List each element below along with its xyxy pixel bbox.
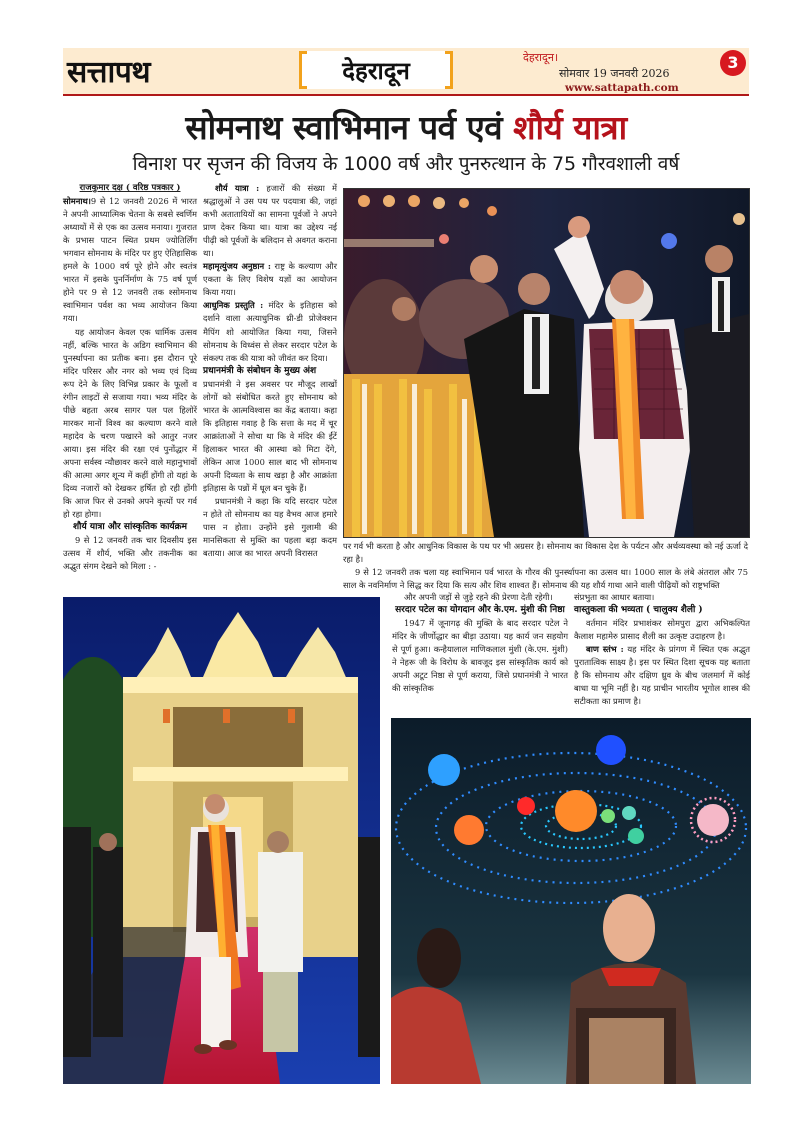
drone-show-image [391,718,751,1084]
paragraph: मंदिर के इतिहास को दर्शाने वाला अत्याधुनिक थ्री-डी प्रोजेक्शन मैपिंग शो आयोजित किया गया, जिसने सोमनाथ के विध्वंस से लेकर सरदार पटेल के संकल्प तक की यात्रा को जीवंत कर दिया। [203,300,338,363]
label: आधुनिक प्रस्तुति : [203,300,264,311]
masthead [63,48,749,96]
paragraph: हजारों की संख्या में श्रद्धालुओं ने उस पथ पर पदयात्रा की, जहां कभी अतातायियों का सामना पूर्वजों ने अपने प्राण देकर किया था। यात्रा का उद्देश्य नई पीढ़ी को पूर्वजों के बलिदान से अवगत कराना था। [203,183,338,259]
paragraph: 9 से 12 जनवरी तक चला यह स्वाभिमान पर्व भारत के गौरव की पुनर्स्थापना का उत्सव था। 1000 साल के लंबे अंतराल और 75 साल के नवनिर्माण ने सिद्ध कर दिया कि सत्य और शिव शाश्वत हैं। सोमनाथ की यह शौर्य गाथा आने वाली पीढ़ियों को राष्ट्रभक्ति [343,567,748,591]
temple-walk-image [63,597,380,1084]
paragraph: 1947 में जूनागढ़ की मुक्ति के बाद सरदार पटेल ने मंदिर के जीर्णोद्धार का बीड़ा उठाया। यह कार्य जन सहयोग से पूर्ण हुआ। कन्हैयालाल माणिकलाल मुंशी (के.एम. मुंशी) ने नेहरू जी के विरोध के बावजूद इस सांस्कृतिक कार्य को अपनी अटूट निष्ठा से पूर्ण कराया, जिसे प्रधानमंत्री ने भारत की सांस्कृतिक [392,618,568,694]
headline-part-2: शौर्य यात्रा [513,108,627,147]
section-heading: सरदार पटेल का योगदान और के.एम. मुंशी की निष्ठा [395,605,565,616]
paragraph: प्रधानमंत्री ने कहा कि यदि सरदार पटेल न होते तो सोमनाथ का यह वैभव आज हमारे पास न होता। उन्होंने इसे गुलामी की मानसिकता से मुक्ति का पहला बड़ा कदम बताया। आज का भारत अपनी विरासत [203,496,337,559]
edition-city: देहरादून [342,57,410,85]
dateline-city: देहरादून। [523,51,559,64]
paragraph: प्रधानमंत्री ने इस अवसर पर मौजूद लाखों लोगों को संबोधित करते हुए सोमनाथ को भारत के आत्मविश्वास का केंद्र बताया। कहा कि इतिहास गवाह है कि सत्ता के मद में चूर आक्रांताओं ने सोचा था कि वे मंदिर की ईंटें हिलाकर भारत की आस्था को मिटा देंगे, लेकिन आज 1000 साल बाद भी सोमनाथ अपनी दिव्यता के साथ खड़ा है और आक्रांता इतिहास के पन्नों में धूल बन चुके हैं। [203,378,337,494]
publication-date: सोमवार 19 जनवरी 2026 [559,67,670,80]
headline-part-1: सोमनाथ स्वाभिमान पर्व एवं [185,108,503,147]
article-column-3 [392,591,568,711]
paragraph: संप्रभुता का आधार बताया। [574,592,655,602]
article-column-4 [574,591,750,711]
temple-walk-photo [63,597,380,1084]
paragraph: वर्तमान मंदिर प्रभाशंकर सोमपुरा द्वारा अभिकल्पित कैलाश महामेरु प्रासाद शैली का उत्कृष्ट उदाहरण है। [574,618,750,642]
label: शौर्य यात्रा : [215,183,260,193]
section-heading: प्रधानमंत्री के संबोधन के मुख्य अंश [203,365,317,376]
website-link[interactable]: www.sattapath.com [565,82,679,94]
article-wide-text [343,540,748,592]
waving-crowd-photo [343,188,750,538]
drone-solar-system-photo [391,718,751,1084]
article-column-1 [63,182,197,590]
dateline-lead: सोमनाथ। [63,196,91,207]
edition-city-box [299,51,453,89]
paragraph: राष्ट्र के कल्याण और एकता के लिए विशेष यज्ञों का आयोजन किया गया। [203,261,337,298]
label: महामृत्युंजय अनुष्ठान : [203,261,271,272]
dateline [523,50,713,94]
section-heading: शौर्य यात्रा और सांस्कृतिक कार्यक्रम [73,522,187,533]
paragraph: 9 से 12 जनवरी तक चार दिवसीय इस उत्सव में शौर्य, भक्ति और तकनीक का अद्भुत संगम देखने को मिला : - [63,535,197,572]
page-number-badge: 3 [720,50,746,76]
paragraph: पर गर्व भी करता है और आधुनिक विकास के पथ पर भी अग्रसर है। सोमनाथ का विकास देश के पर्यटन और अर्थव्यवस्था को नई ऊर्जा दे रहा है। [343,541,748,565]
paragraph: यह आयोजन केवल एक धार्मिक उत्सव नहीं, बल्कि भारत के अडिग स्वाभिमान की पुनर्स्थापना का प्रतीक बना। इस दौरान पूरे मंदिर परिसर और नगर को भव्य एवं दिव्य रूप देने के लिए विभिन्न प्रकार के फूलों व रंगीन लाइटों से सजाया गया। भव्य मंदिर के पीछे बहता अरब सागर पल पल हिलोरें मारकर मानों विश्व का कल्याण करने वाले महादेव के चरण पखारने को आतुर नजर आया। इस मंदिर की रक्षा एवं पुनोंद्धार में अपना सर्वस्व न्यौछावर करने वाले महानुभावों की आत्मा अगर शून्य में कहीं होंगी तो यहां के दिव्य नजारों को देखकर हर्षित हो रही होंगी कि आज फिर से उनको अपने कृत्यों पर गर्व हो रहा होगा। [63,326,197,520]
newspaper-logo: सत्तापथ [67,55,150,90]
waving-crowd-image [344,189,749,537]
section-heading: वास्तुकला की भव्यता ( चालुक्य शैली ) [574,605,703,616]
paragraph: 9 से 12 जनवरी 2026 में भारत ने अपनी आध्यात्मिक चेतना के सबसे स्वर्णिम अध्यायों में से एक का उत्सव मनाया। गुजरात के प्रभास पाटन स्थित प्रथम ज्योतिर्लिंग भगवान सोमनाथ के मंदिर पर हुए ऐतिहासिक हमले के 1000 वर्ष पूरे होने और स्वतंत्र भारत में इसके पुनर्निर्माण के 75 वर्ष पूर्ण होने पर 9 से 12 जनवरी तक श्सोमनाथ स्वाभिमान पर्वश का भव्य आयोजन किया गया। [63,196,197,324]
byline: राजकुमार दक्ष ( वरिष्ठ पत्रकार ) [79,183,181,193]
main-headline [63,104,749,149]
label: बाण स्तंभ : [586,644,624,655]
article-column-2 [203,182,337,557]
paragraph: यह मंदिर के प्रांगण में स्थित एक अद्भुत पुरातात्विक साक्ष्य है। इस पर स्थित दिशा सूचक यह बताता है कि सोमनाथ और दक्षिण ध्रुव के बीच जलमार्ग में कोई बाधा या भूमि नहीं है। यह प्राचीन भारतीय भूगोल शास्त्र की सटीकता का प्रमाण है। [574,644,751,707]
sub-headline: विनाश पर सृजन की विजय के 1000 वर्ष और पुनरुत्थान के 75 गौरवशाली वर्ष [132,153,680,175]
paragraph: और अपनी जड़ों से जुड़े रहने की प्रेरणा देती रहेगी। [404,592,553,602]
